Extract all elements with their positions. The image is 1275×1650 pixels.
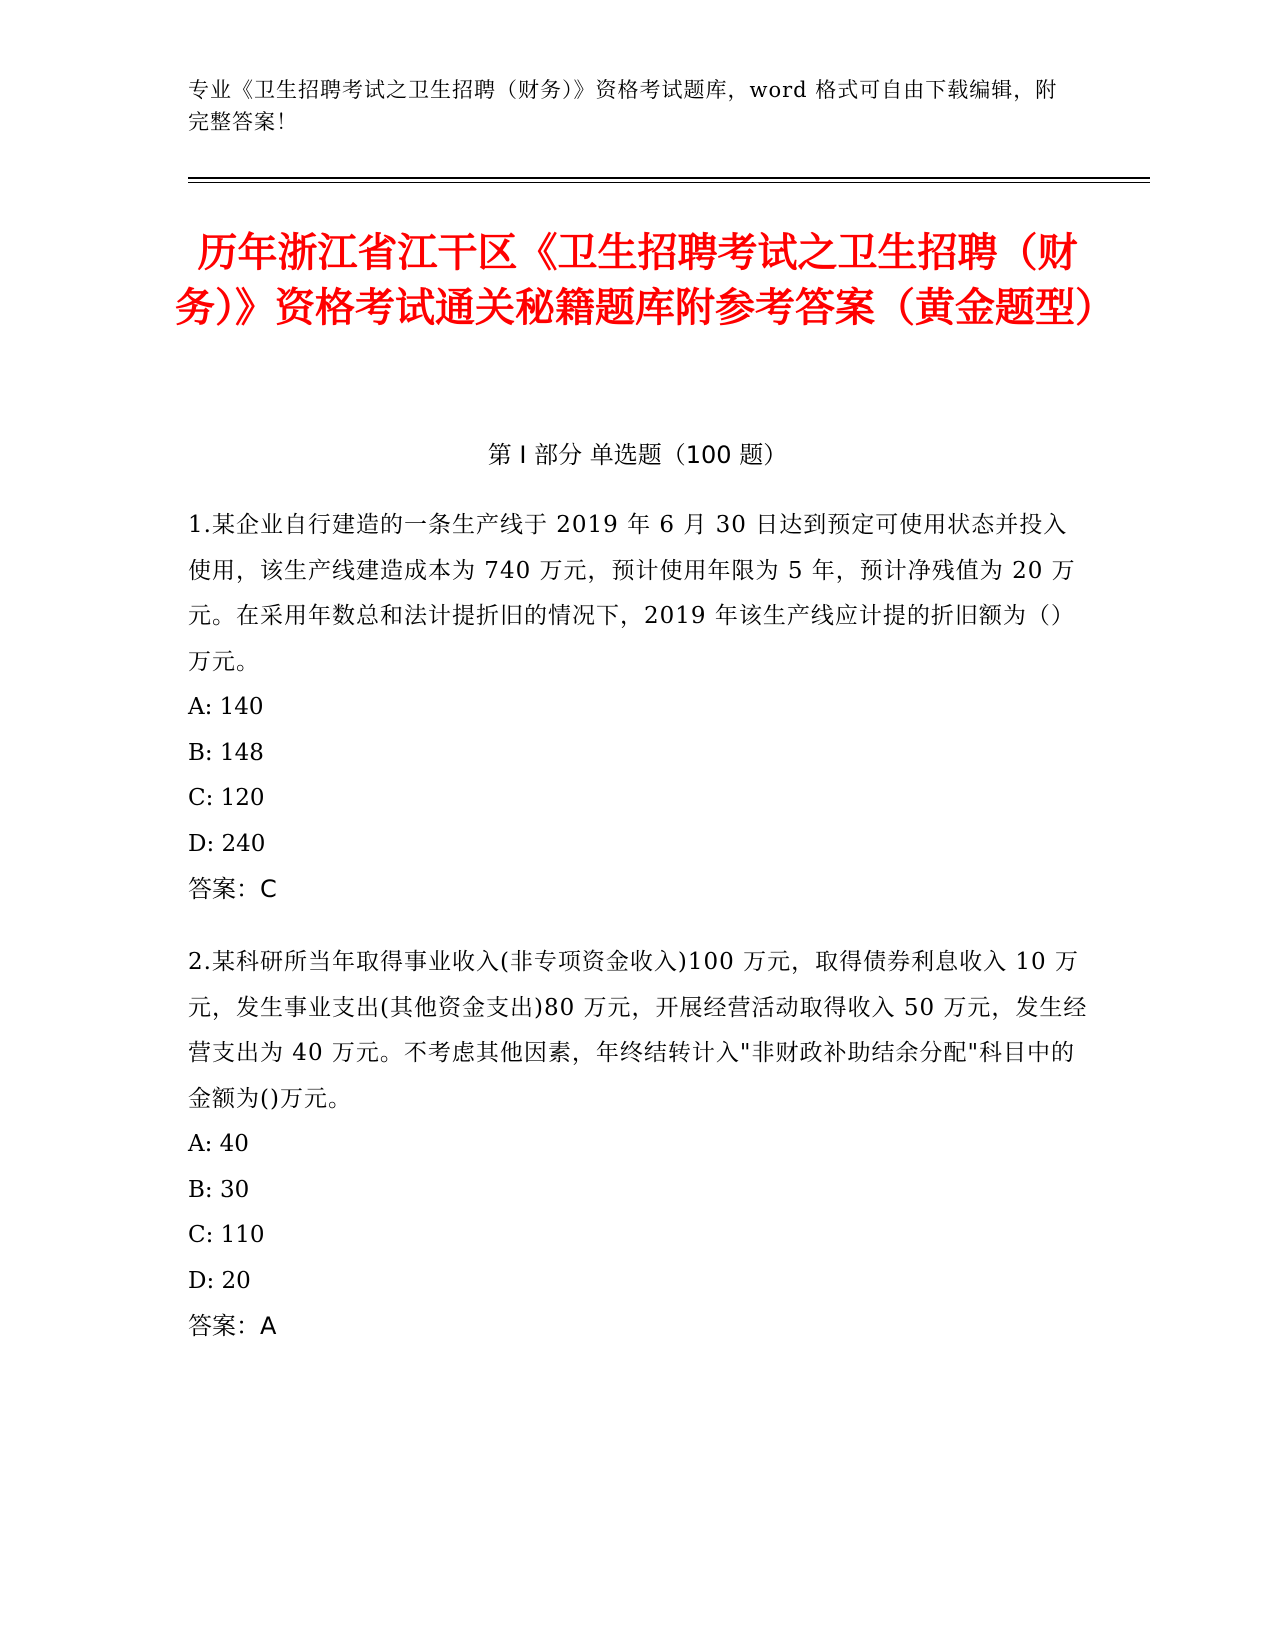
option-a: A: 40 [188,1131,249,1157]
option-b: B: 30 [188,1176,250,1203]
question-1 [188,503,1088,913]
document-title: 历年浙江省江干区《卫生招聘考试之卫生招聘（财务）》资格考试通关秘籍题库附参考答案（黄金题型） [175,230,1115,331]
header-rule-thin [188,182,1150,183]
answer-line: 答案：A [188,1312,277,1340]
option-a: A: 140 [188,694,264,720]
option-d: D: 20 [188,1267,251,1294]
section-heading: 第 I 部分 单选题（100 题） [487,441,788,469]
option-b: B: 148 [188,739,264,766]
question-2 [188,940,1088,1350]
header-rule-thick [188,177,1150,179]
question-text: 2.某科研所当年取得事业收入(非专项资金收入)100 万元，取得债券利息收入 10 万元，发生事业支出(其他资金支出)80 万元，开展经营活动取得收入 50 万元，发生经营支出为 40 万元。不考虑其他因素，年终结转计入"非财政补助结余分配"科目中的金额为()万元。 [188,949,1088,1112]
header-note: 专业《卫生招聘考试之卫生招聘（财务）》资格考试题库，word 格式可自由下载编辑，附完整答案！ [188,78,1058,134]
option-c: C: 120 [188,785,265,811]
answer-line: 答案：C [188,875,277,903]
question-text: 1.某企业自行建造的一条生产线于 2019 年 6 月 30 日达到预定可使用状态并投入使用，该生产线建造成本为 740 万元，预计使用年限为 5 年，预计净残值为 20 万元。在采用年数总和法计提折旧的情况下，2019 年该生产线应计提的折旧额为（）万元。 [188,512,1076,675]
option-c: C: 110 [188,1222,265,1248]
option-d: D: 240 [188,830,266,857]
